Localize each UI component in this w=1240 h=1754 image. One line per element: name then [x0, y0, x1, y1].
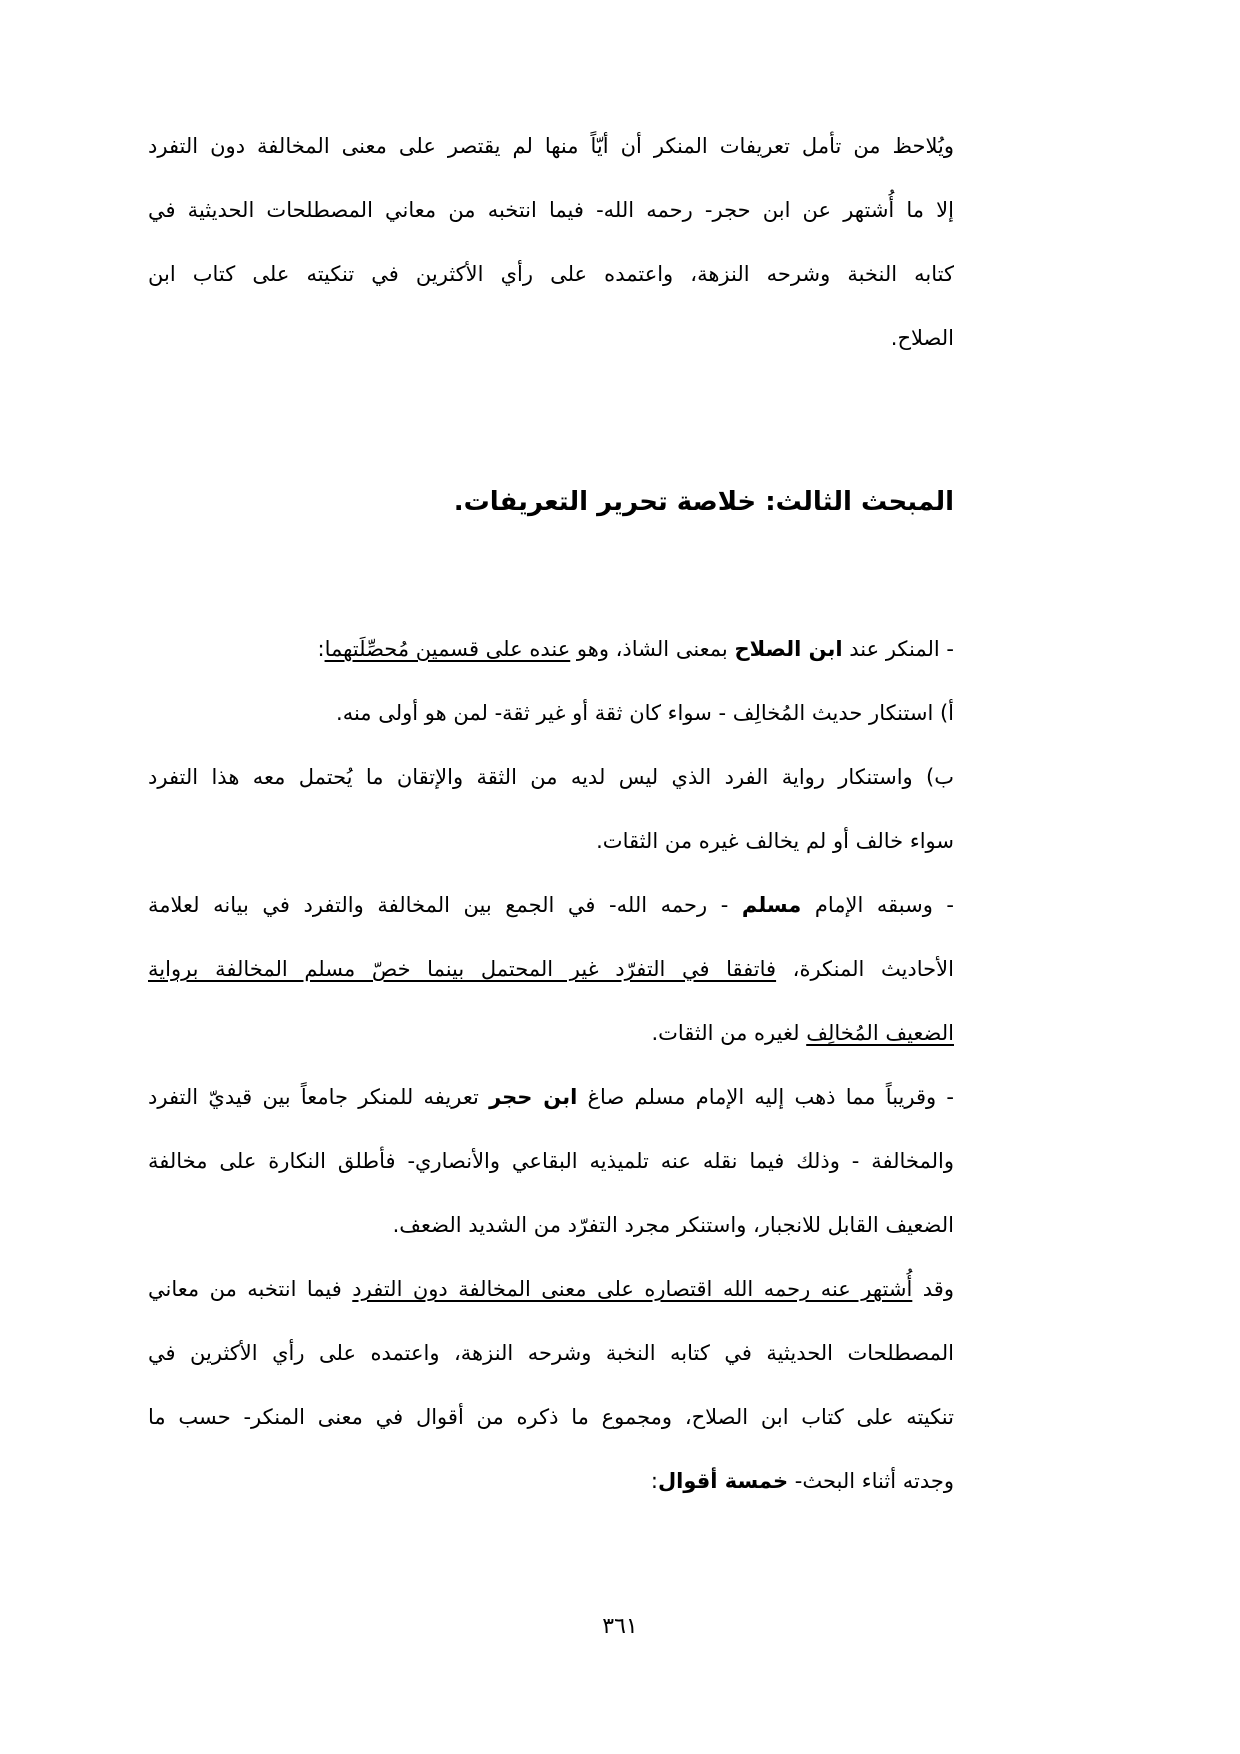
item4-line-2: المصطلحات الحديثية في كتابه النخبة وشرحه النزهة، واعتمده على رأي الأكثرين في [148, 1341, 954, 1365]
item1-line [148, 617, 954, 681]
item4-underlined-text: أُشتهر عنه رحمه الله اقتصاره على معنى المخالفة دون التفرد [352, 1277, 913, 1301]
item4-line-3: تنكيته على كتاب ابن الصلاح، ومجموع ما ذكره من أقوال في معنى المنكر- حسب ما [148, 1405, 954, 1429]
item1-subitem-a: أ) استنكار حديث المُخالِف - سواء كان ثقة أو غير ثقة- لمن هو أولى منه. [336, 701, 954, 725]
ibn-hajar-name: ابن حجر [489, 1085, 578, 1109]
intro-line-2: إلا ما أُشتهر عن ابن حجر- رحمه الله- فيما انتخبه من معاني المصطلحات الحديثية في [148, 198, 954, 222]
item2-line-1 [148, 873, 954, 937]
item3-text-c: تعريفه للمنكر جامعاً بين قيديّ التفرد [148, 1085, 490, 1109]
intro-line-1: ويُلاحظ من تأمل تعريفات المنكر أن أيّاً منها لم يقتصر على معنى المخالفة دون التفرد [148, 134, 954, 158]
intro-line-4: الصلاح. [890, 326, 954, 350]
item1-subitem-b-line-2: سواء خالف أو لم يخالف غيره من الثقات. [596, 829, 954, 853]
item4-line-4 [148, 1449, 954, 1513]
item2-line3-underlined: الضعيف المُخالِف [806, 1021, 954, 1045]
item3-line-2: والمخالفة - وذلك فيما نقله عنه تلميذيه البقاعي والأنصاري- فأطلق النكارة على مخالفة [148, 1149, 954, 1173]
item2-line3-text: لغيره من الثقات. [651, 1021, 807, 1045]
item4-line-1 [148, 1257, 954, 1321]
item2-line-3 [148, 1001, 954, 1065]
item1-colon: : [317, 637, 325, 661]
item3-line-1 [148, 1065, 954, 1129]
muslim-name: مسلم [741, 893, 802, 917]
item3-line-3: الضعيف القابل للانجبار، واستنكر مجرد التفرّد من الشديد الضعف. [392, 1213, 954, 1237]
intro-paragraph [148, 114, 954, 370]
item1-subitem-b-line-1: ب) واستنكار رواية الفرد الذي ليس لديه من الثقة والإتقان ما يُحتمل معه هذا التفرد [148, 765, 954, 789]
item1-text-a: - المنكر عند [842, 637, 954, 661]
item3-text-a: - وقريباً مما ذهب إليه الإمام مسلم صاغ [577, 1085, 954, 1109]
item4-text-c: فيما انتخبه من معاني [148, 1277, 353, 1301]
item2-text-c: - رحمه الله- في الجمع بين المخالفة والتفرد في بيانه لعلامة [148, 893, 742, 917]
item2-line2-text-a: الأحاديث المنكرة، [776, 957, 954, 981]
item1-underlined-text: عنده على قسمين مُحصِّلَتهما [324, 637, 571, 661]
summary-body [148, 617, 954, 1513]
page-number: ٣٦١ [602, 1614, 638, 1639]
item4-line4-text-a: وجدته أثناء البحث- [788, 1469, 954, 1493]
intro-line-3: كتابه النخبة وشرحه النزهة، واعتمده على رأي الأكثرين في تنكيته على كتاب ابن [148, 262, 954, 286]
item4-text-a: وقد [912, 1277, 954, 1301]
section-heading: المبحث الثالث: خلاصة تحرير التعريفات. [453, 487, 954, 517]
item2-text-a: - وسبقه الإمام [801, 893, 954, 917]
item2-line-2 [148, 937, 954, 1001]
five-opinions-label: خمسة أقوال [657, 1469, 789, 1493]
item4-line4-colon: : [650, 1469, 658, 1493]
item2-underlined-text: فاتفقا في التفرّد غير المحتمل بينما خصّ مسلم المخالفة برواية [148, 957, 777, 981]
ibn-salah-name: ابن الصلاح [734, 637, 843, 661]
item1-text-c: بمعنى الشاذ، وهو [570, 637, 735, 661]
